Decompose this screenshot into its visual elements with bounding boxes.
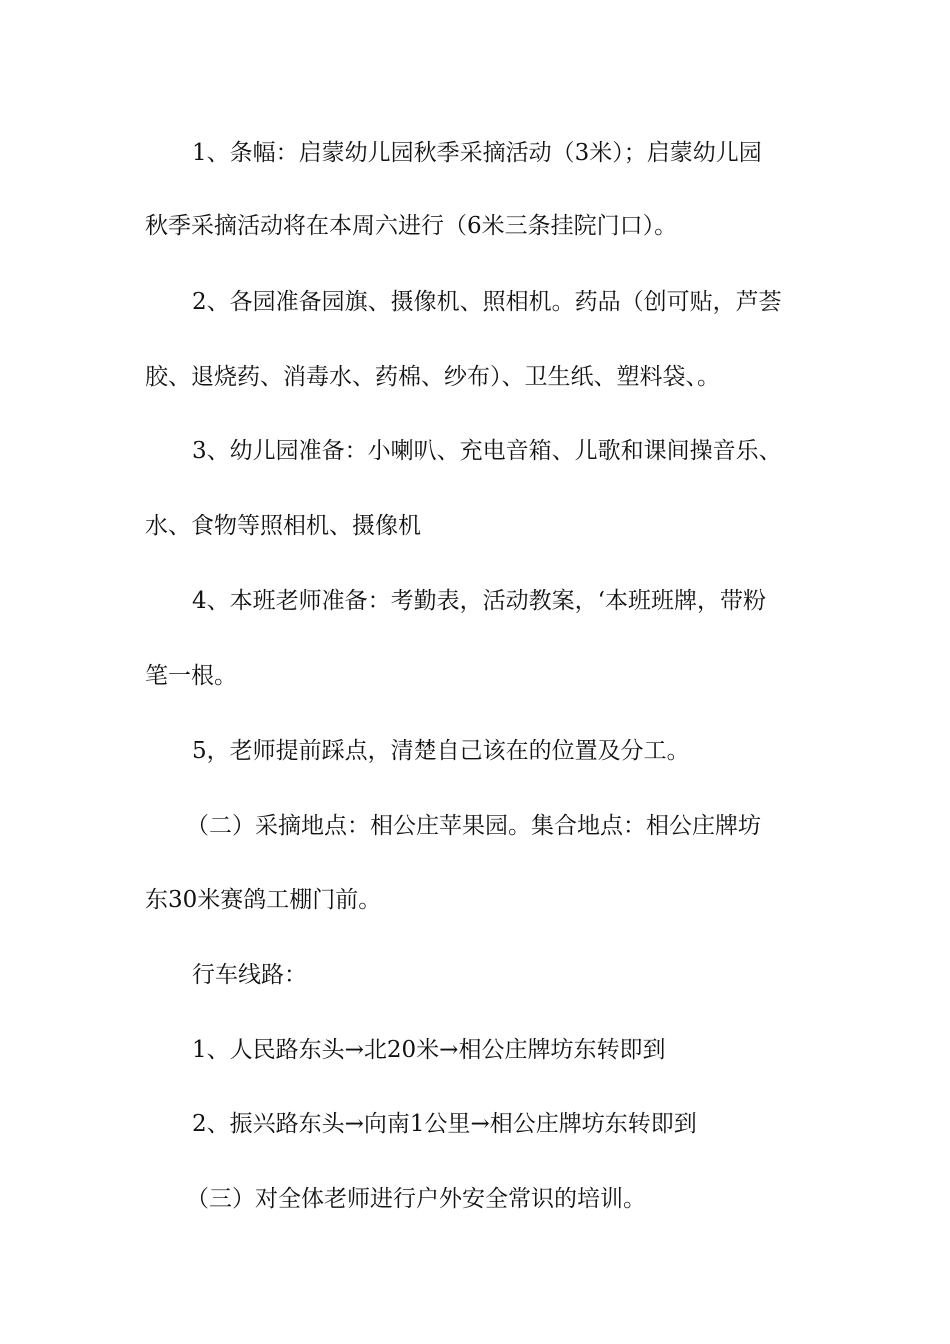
route-heading: 行车线路： [192,962,307,988]
paragraph-4-line-2: 笔一根。 [145,663,237,689]
paragraph-3-line-1: 3、幼儿园准备：小喇叭、充电音箱、儿歌和课间操音乐、 [192,438,782,464]
section-2-line-2: 东30米赛鸽工棚门前。 [145,887,382,913]
paragraph-4-line-1: 4、本班老师准备：考勤表，活动教案，‘本班班牌，带粉 [192,588,766,614]
route-item-1: 1、人民路东头→北20米→相公庄牌坊东转即到 [192,1037,666,1063]
paragraph-2-line-1: 2、各园准备园旗、摄像机、照相机。药品（创可贴，芦荟 [192,289,782,315]
paragraph-3-line-2: 水、食物等照相机、摄像机 [145,513,421,539]
route-item-2: 2、振兴路东头→向南1公里→相公庄牌坊东转即到 [192,1111,697,1137]
section-2-line-1: （二）采摘地点：相公庄苹果园。集合地点：相公庄牌坊 [186,813,761,839]
paragraph-1-line-2: 秋季采摘活动将在本周六进行（6米三条挂院门口）。 [145,213,678,239]
paragraph-1-line-1: 1、条幅：启蒙幼儿园秋季采摘活动（3米）；启蒙幼儿园 [192,140,762,166]
paragraph-2-line-2: 胶、退烧药、消毒水、药棉、纱布）、卫生纸、塑料袋、。 [145,364,720,390]
paragraph-5: 5，老师提前踩点，清楚自己该在的位置及分工。 [192,738,690,764]
section-3: （三）对全体老师进行户外安全常识的培训。 [186,1186,646,1212]
